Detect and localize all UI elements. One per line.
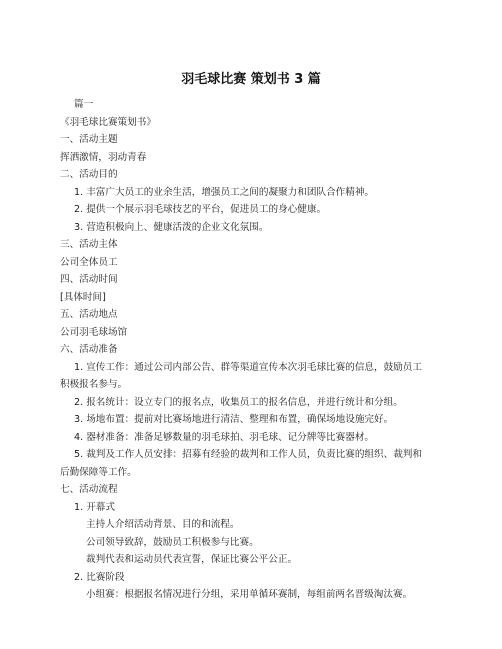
document-title: 羽毛球比赛 策划书 3 篇: [181, 72, 321, 87]
text-line: 主持人介绍活动背景、目的和流程。: [86, 519, 240, 530]
text-line: 积极报名参与。: [60, 379, 128, 390]
text-line: [具体时间]: [60, 291, 106, 303]
text-line: 篇一: [74, 99, 94, 110]
text-line: 五、活动地点: [60, 309, 118, 320]
text-line: 《羽毛球比赛策划书》: [60, 116, 156, 128]
text-line: 3. 场地布置：提前对比赛场地进行清洁、整理和布置，确保场地设施完好。: [74, 414, 394, 425]
text-line: 2. 提供一个展示羽毛球技艺的平台，促进员工的身心健康。: [74, 204, 327, 215]
text-line: 裁判代表和运动员代表宣誓，保证比赛公平公正。: [86, 554, 298, 565]
document-body: [60, 96, 452, 604]
text-line: 2. 比赛阶段: [74, 571, 125, 583]
text-line: 一、活动主题: [60, 134, 118, 145]
text-line: 4. 器材准备：准备足够数量的羽毛球拍、羽毛球、记分牌等比赛器材。: [74, 431, 375, 443]
text-line: 后勤保障等工作。: [60, 466, 137, 478]
text-line: 六、活动准备: [60, 344, 118, 355]
text-line: 三、活动主体: [60, 239, 118, 250]
text-line: 公司全体员工: [60, 256, 118, 268]
text-line: 二、活动目的: [60, 169, 118, 180]
text-line: 四、活动时间: [60, 274, 118, 285]
text-line: 七、活动流程: [60, 484, 118, 495]
text-line: 1. 丰富广大员工的业余生活，增强员工之间的凝聚力和团队合作精神。: [74, 186, 375, 198]
text-line: 公司羽毛球场馆: [60, 326, 128, 338]
text-line: 公司领导致辞，鼓励员工积极参与比赛。: [86, 536, 259, 548]
text-line: 1. 宣传工作：通过公司内部公告、群等渠道宣传本次羽毛球比赛的信息，鼓励员工: [74, 361, 422, 373]
text-line: 2. 报名统计：设立专门的报名点，收集员工的报名信息，并进行统计和分组。: [74, 396, 403, 408]
text-line: 挥洒激情，羽动青春: [60, 151, 147, 163]
text-line: 1. 开幕式: [74, 501, 115, 513]
text-line: 5. 裁判及工作人员安排：招募有经验的裁判和工作人员，负责比赛的组织、裁判和: [74, 449, 422, 460]
text-line: 3. 营造积极向上、健康活泼的企业文化氛围。: [74, 221, 269, 233]
text-line: 小组赛：根据报名情况进行分组，采用单循环赛制，每组前两名晋级淘汰赛。: [86, 589, 413, 600]
